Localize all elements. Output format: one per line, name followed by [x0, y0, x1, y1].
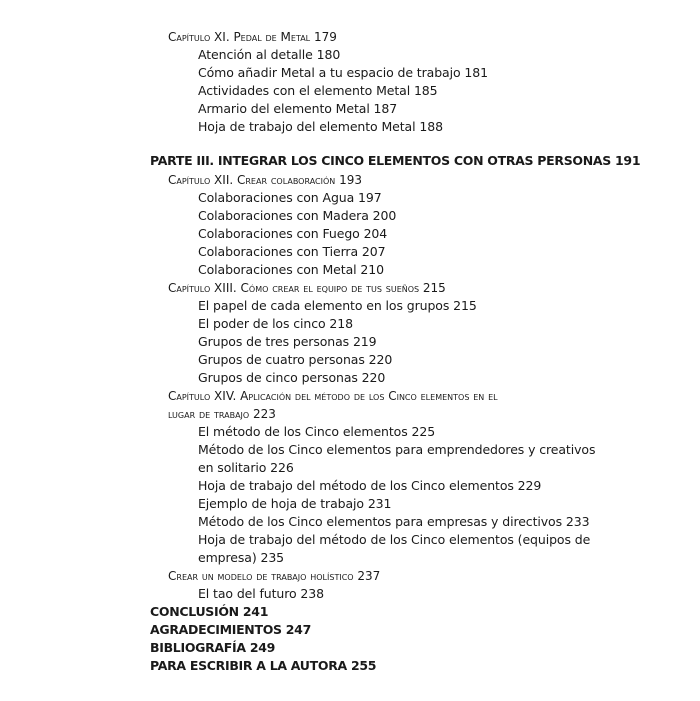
toc-entry: Cómo añadir Metal a tu espacio de trabajo 181 — [198, 65, 488, 80]
toc-chapter-13: Capítulo XIII. Cómo crear el equipo de tus sueños 215 — [168, 281, 446, 295]
toc-entry: Actividades con el elemento Metal 185 — [198, 83, 438, 98]
toc-entry: Armario del elemento Metal 187 — [198, 101, 398, 116]
toc-chapter-14-cont: lugar de trabajo 223 — [168, 407, 276, 421]
toc-entry: Colaboraciones con Madera 200 — [198, 208, 397, 223]
toc-entry: Hoja de trabajo del método de los Cinco elementos (equipos de — [198, 532, 591, 547]
toc-entry: Hoja de trabajo del elemento Metal 188 — [198, 119, 443, 134]
toc-entry-cont: empresa) 235 — [198, 550, 285, 565]
toc-entry: Colaboraciones con Metal 210 — [198, 262, 384, 277]
toc-conclusion: CONCLUSIÓN 241 — [150, 604, 269, 619]
toc-entry: Hoja de trabajo del método de los Cinco elementos 229 — [198, 478, 542, 493]
toc-entry: Grupos de cuatro personas 220 — [198, 352, 393, 367]
toc-part-3: PARTE III. INTEGRAR LOS CINCO ELEMENTOS CON OTRAS PERSONAS 191 — [150, 153, 641, 168]
toc-entry: El método de los Cinco elementos 225 — [198, 424, 436, 439]
toc-write-author: PARA ESCRIBIR A LA AUTORA 255 — [150, 658, 377, 673]
toc-entry: Método de los Cinco elementos para emprendedores y creativos — [198, 442, 596, 457]
toc-entry: Colaboraciones con Fuego 204 — [198, 226, 388, 241]
toc-chapter-12: Capítulo XII. Crear colaboración 193 — [168, 173, 362, 187]
toc-entry-cont: en solitario 226 — [198, 460, 294, 475]
toc-holistic-section: Crear un modelo de trabajo holístico 237 — [168, 569, 381, 583]
toc-entry: Método de los Cinco elementos para empresas y directivos 233 — [198, 514, 590, 529]
toc-entry: El papel de cada elemento en los grupos 215 — [198, 298, 477, 313]
toc-chapter-14: Capítulo XIV. Aplicación del método de los Cinco elementos en el — [168, 389, 498, 403]
toc-entry: Grupos de tres personas 219 — [198, 334, 377, 349]
toc-entry: Colaboraciones con Tierra 207 — [198, 244, 386, 259]
toc-entry: Colaboraciones con Agua 197 — [198, 190, 382, 205]
toc-bibliography: BIBLIOGRAFÍA 249 — [150, 640, 276, 655]
toc-entry: El poder de los cinco 218 — [198, 316, 353, 331]
toc-entry: El tao del futuro 238 — [198, 586, 324, 601]
toc-entry: Grupos de cinco personas 220 — [198, 370, 386, 385]
toc-acknowledgements: AGRADECIMIENTOS 247 — [150, 622, 311, 637]
toc-chapter-11: Capítulo XI. Pedal de Metal 179 — [168, 30, 337, 44]
toc-entry: Atención al detalle 180 — [198, 47, 341, 62]
toc-entry: Ejemplo de hoja de trabajo 231 — [198, 496, 392, 511]
